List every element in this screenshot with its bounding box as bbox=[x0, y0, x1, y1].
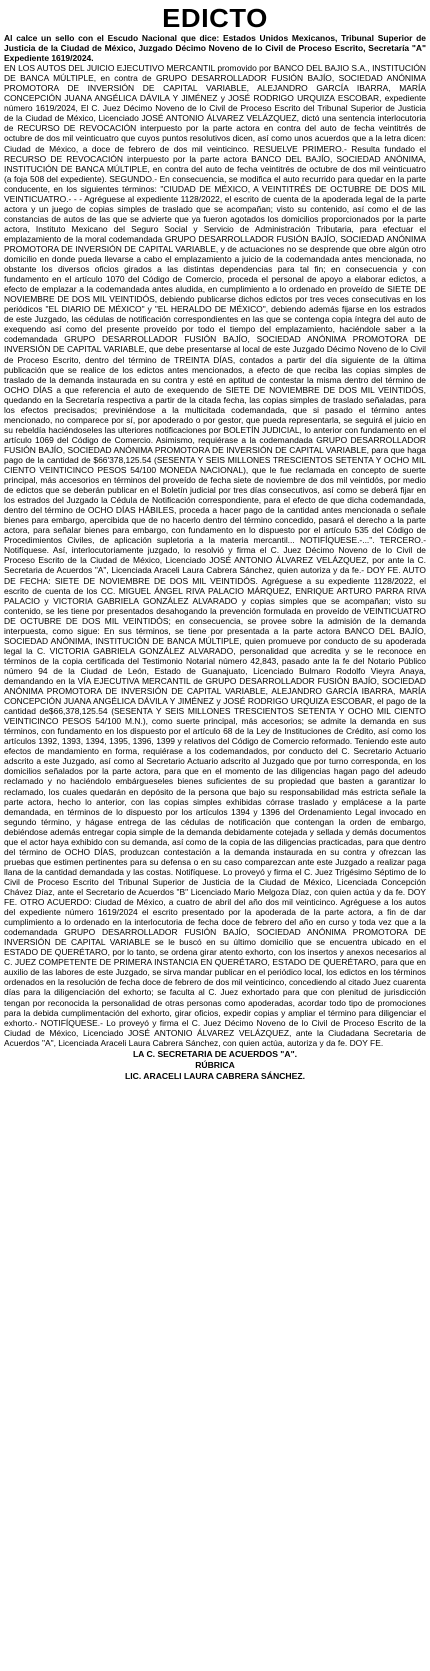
signature-block bbox=[4, 1049, 426, 1082]
signature-rubrica: RÚBRICA bbox=[195, 1059, 235, 1070]
seal-header: Al calce un sello con el Escudo Nacional que dice: Estados Unidos Mexicanos, Tribunal Superior de Justicia de la Ciudad de México, Juzgado Décimo Noveno de lo Civil de Proceso Escrito, Secretaría "A" Expediente 1619/2024. bbox=[4, 33, 426, 64]
signature-name: LIC. ARACELI LAURA CABRERA SÁNCHEZ. bbox=[125, 1070, 305, 1081]
signature-title: LA C. SECRETARIA DE ACUERDOS "A". bbox=[132, 1048, 298, 1059]
body-text: EN LOS AUTOS DEL JUICIO EJECUTIVO MERCANTIL promovido por BANCO DEL BAJIO S.A., INSTITUCIÓN DE BANCA MÚLTIPLE, en contra de GRUPO DESARROLLADOR FUSIÓN BAJÍO, SOCIEDAD ANÓNIMA PROMOTORA DE INVERSIÓN DE CAPITAL VARIABLE, ALEJANDRO GARCÍA IBARRA, MARÍA CONCEPCIÓN JUANA ANGÉLICA DÁVILA Y JIMÉNEZ y JOSÉ RODRIGO URQUIZA ESCOBAR, expediente número 1619/2024, El C. Juez Décimo Noveno de lo Civil de Proceso Escrito del Tribunal Superior de Justicia de la Ciudad de México, Licenciado JOSÉ ANTONIO ÁLVAREZ VELÁZQUEZ, dictó una sentencia interlocutoria de RECURSO DE REVOCACIÓN interpuesto por la parte actora en contra del auto de fecha veintitrés de octubre de dos mil veinticuatro que cuyos puntos resolutivos dicen, así como unos acuerdos que a la letra dicen: Ciudad de México, a doce de febrero de dos mil veinticinco. RESUELVE PRIMERO.- Resulta fundado el RECURSO DE REVOCACIÓN interpuesto por la parte actora BANCO DEL BAJÍO, SOCIEDAD ANÓNIMA, INSTITUCIÓN DE BANCA MÚLTIPLE, en contra del auto de fecha veintitrés de octubre de dos mil veinticuatro (a foja 508 del expediente). SEGUNDO.- En consecuencia, se modifica el auto recurrido para quedar en la parte conducente, en los siguientes términos: "CIUDAD DE MÉXICO, A VEINTITRÉS DE OCTUBRE DE DOS MIL VEINTICUATRO.- - - Agréguese al expediente 1128/2022, el escrito de cuenta de la apoderada legal de la parte actora y un juego de copias simples de traslado que se acompañan; visto su contenido, así como el de las constancias de autos de las que se advierte que ya fueron agotados los domicilios proporcionados por la parte actora, Instituto Mexicano del Seguro Social y Servicio de Administración Tributaria, para efectuar el emplazamiento de la moral codemandada GRUPO DESARROLLADOR FUSIÓN BAJÍO, SOCIEDAD ANÓNIMA PROMOTORA DE INVERSIÓN DE CAPITAL VARIABLE, y de actuaciones no se desprende que obre algún otro domicilio en donde pueda llevarse a cabo el emplazamiento a juicio de la codemandada antes mencionada, no obstante los diversos oficios girados a las distintas dependencias para tal fin; en consecuencia y con fundamento en el artículo 1070 del Código de Comercio, proceda el personal de apoyo a elaborar edictos, a efecto de emplazar a la codemandada antes aludida, en cumplimiento a lo ordenado en proveído de SIETE DE NOVIEMBRE DE DOS MIL VEINTIDÓS, debiendo publicarse dichos edictos por tres veces consecutivas en los periódicos "EL DIARIO DE MÉXICO" y "EL HERALDO DE MÉXICO", debiendo además fijarse en los estrados de este Juzgado, las cédulas de notificación correspondientes en las que se contenga copia íntegra del auto de exequendo así como del presente proveído por todo el tiempo del emplazamiento, haciéndole saber a la codemandada GRUPO DESARROLLADOR FUSIÓN BAJÍO, SOCIEDAD ANÓNIMA PROMOTORA DE INVERSIÓN DE CAPITAL VARIABLE, que debe presentarse al local de este Juzgado Décimo Noveno de lo Civil de Proceso Escrito, dentro del término de TREINTA DÍAS, contados a partir del día siguiente de la última publicación que se realice de los edictos antes mencionados, a efecto de que reciba las copias simples de traslado de la demanda instaurada en su contra y esté en aptitud de contestar la misma dentro del término de OCHO DÍAS a que referencia el auto de exequendo de SIETE DE NOVIEMBRE DE DOS MIL VEINTIDÓS, quedando en la Secretaría respectiva a partir de la citada fecha, las copias simples de traslado señaladas, para los efectos precisados; previniéndose a la multicitada codemandada, que si pasado el término antes mencionado, no comparece por sí, por apoderado o por gestor, que pueda representarla, se seguirá el juicio en su rebeldía haciéndoseles las ulteriores notificaciones por BOLETÍN JUDICIAL, lo anterior con fundamento en el artículo 1069 del Código de Comercio. Asimismo, requiérase a la codemandada GRUPO DESARROLLADOR FUSIÓN BAJÍO, SOCIEDAD ANÓNIMA PROMOTORA DE INVERSIÓN DE CAPITAL VARIABLE, para que haga pago de la cantidad de $66'378,125.54 (SESENTA Y SEIS MILLONES TRESCIENTOS SETENTA Y OCHO MIL CIENTO VEINTICINCO PESOS 54/100 MONEDA NACIONAL), que le fue reclamada en concepto de suerte principal, más accesorios en términos del proveído de fecha siete de noviembre de dos mil veintidós, por medio de edictos que se deberán publicar en el Boletín judicial por tres días consecutivos, así como se deberá fijar en los estrados del Juzgado la Cédula de Notificación correspondiente, para el efecto de que dicha codemandada, dentro del término de OCHO DÍAS HÁBILES, proceda a hacer pago de la cantidad antes mencionada o señale bienes para embargo, apercibida que de no hacerlo dentro del término concedido, pasará el derecho a la parte actora, para señalar bienes para embargo, con fundamento en lo dispuesto por el artículo 535 del Código de Procedimientos Civiles, de aplicación supletoria a la materia mercantil... NOTIFÍQUESE.-...". TERCERO.- Notifíquese. Así, interlocutoriamente juzgado, lo resolvió y firma el C. Juez Décimo Noveno de lo Civil de Proceso Escrito de la Ciudad de México, Licenciado JOSÉ ANTONIO ÁLVAREZ VELÁZQUEZ, por ante la C. Secretaria de Acuerdos "A", Licenciada Araceli Laura Cabrera Sánchez, quien autoriza y da fe.- DOY FE. AUTO DE FECHA: SIETE DE NOVIEMBRE DE DOS MIL VEINTIDÓS. Agréguese a su expediente 1128/2022, el escrito de cuenta de los CC. MIGUEL ÁNGEL RIVA PALACIO MÁRQUEZ, ENRIQUE ARTURO PARRA RIVA PALACIO y VICTORIA GABRIELA GONZÁLEZ ALVARADO y copias simples que se acompañan; visto su contenido, se les tiene por presentados desahogando la prevención formulada en proveído de VEINTICUATRO DE OCTUBRE DE DOS MIL VEINTIDÓS; en consecuencia, se provee sobre la admisión de la demanda interpuesta, como sigue: En sus términos, se tiene por presentada a la parte actora BANCO DEL BAJÍO, SOCIEDAD ANÓNIMA, INSTITUCIÓN DE BANCA MÚLTIPLE, quien promueve por conducto de su apoderada legal la C. VICTORIA GABRIELA GONZÁLEZ ALVARADO, personalidad que acredita y se le reconoce en términos de la copia certificada del Testimonio Notarial número 42,843, pasado ante la fe del Notario Público número 94 de la Ciudad de León, Estado de Guanajuato, Licenciado Bulmaro Rodolfo Vieyra Anaya, demandando en la VÍA EJECUTIVA MERCANTIL de GRUPO DESARROLLADOR FUSIÓN BAJÍO, SOCIEDAD ANÓNIMA PROMOTORA DE INVERSIÓN DE CAPITAL VARIABLE, ALEJANDRO GARCÍA IBARRA, MARÍA CONCEPCIÓN JUANA ANGÉLICA DÁVILA Y JIMÉNEZ y JOSÉ RODRIGO URQUIZA ESCOBAR, el pago de la cantidad de$66,378,125.54 (SESENTA Y SEIS MILLONES TRESCIENTOS SETENTA Y OCHO MIL CIENTO VEINTICINCO PESOS 54/100 M.N.), como suerte principal, más accesorios; se admite la demanda en sus términos, con fundamento en los dispuesto por el artículo 68 de la Ley de Instituciones de Crédito, así como los artículos 1392, 1393, 1394, 1395, 1396, 1399 y relativos del Código de Comercio reformado. Teniendo este auto efectos de mandamiento en forma, requiérase a los codemandados, por conducto del C. Secretario Actuario adscrito a este Juzgado, así como al Secretario Actuario adscrito al Juzgado que por turno corresponda, en los domicilios señalados por la parte actora, para que en el momento de las diligencias hagan pago del adeudo reclamado y no haciéndolo embárgueseles bienes suficientes de su propiedad que basten a garantizar lo reclamado, los cuales quedarán en depósito de la persona que bajo su responsabilidad más estricta señale la parte actora, hecho lo anterior, con las copias simples exhibidas córrase traslado y emplácese a la parte demandada, en términos de lo dispuesto por los artículos 1394 y 1396 del Ordenamiento Legal invocado en segundo término, y hágase entrega de las cédulas de notificación que contengan la orden de embargo, debiéndose además entregar copia simple de la demanda debidamente cotejada y sellada y demás documentos que el actor haya exhibido con su demanda, así como de la copia de las diligencias practicadas, para que dentro del término de OCHO DÍAS, produzcan contestación a la demanda instaurada en su contra y ofrezcan las pruebas que estimen pertinentes para su defensa o en su caso comparezcan ante este Juzgado a realizar paga llana de la cantidad demandada y las costas. Notifíquese. Lo proveyó y firma el C. Juez Trigésimo Séptimo de lo Civil de Proceso Escrito del Tribunal Superior de Justicia de la Ciudad de México, Licenciada Concepción Chávez Díaz, ante el Secretario de Acuerdos "B" Licenciado Mario Melgoza Díaz, con quien actúa y da fe. DOY FE. OTRO ACUERDO: Ciudad de México, a cuatro de abril del año dos mil veinticinco. Agréguese a los autos del expediente número 1619/2024 el escrito presentado por la apoderada de la parte actora, a fin de dar cumplimiento a lo ordenado en la interlocutoria de fecha doce de febrero del año en curso y toda vez que a la codemandada GRUPO DESARROLLADOR FUSIÓN BAJÍO, SOCIEDAD ANÓNIMA PROMOTORA DE INVERSIÓN DE CAPITAL VARIABLE se le buscó en su último domicilio que se encuentra ubicado en el ESTADO DE QUERÉTARO, por lo tanto, se ordena girar atento exhorto, con los insertos y anexos necesarios al C. JUEZ COMPETENTE DE PRIMERA INSTANCIA EN QUERÉTARO, ESTADO DE QUERÉTARO, para que en auxilio de las labores de este Juzgado, se sirva mandar publicar en el periódico local, los edictos en los términos ordenados en la resolución de fecha doce de febrero de dos mil veinticinco, concediendo al citado Juez cuarenta días para la diligenciación del exhorto; se faculta al C. Juez exhortado para que con plenitud de jurisdicción tengan por reconocida la personalidad de otras personas como apoderadas, acordar todo tipo de promociones para la debida cumplimentación del exhorto, girar oficios, expedir copias y ampliar el término para diligenciar el exhorto.- NOTIFÍQUESE.- Lo proveyó y firma el C. Juez Décimo Noveno de lo Civil de Proceso Escrito de la Ciudad de México, Licenciado JOSÉ ANTONIO ÁLVAREZ VELÁZQUEZ, ante la Ciudadana Secretaria de Acuerdos "A", Licenciada Araceli Laura Cabrera Sánchez, con quien actúa, autoriza y da fe. DOY FE. bbox=[4, 63, 426, 1048]
document-title: EDICTO bbox=[162, 3, 268, 33]
